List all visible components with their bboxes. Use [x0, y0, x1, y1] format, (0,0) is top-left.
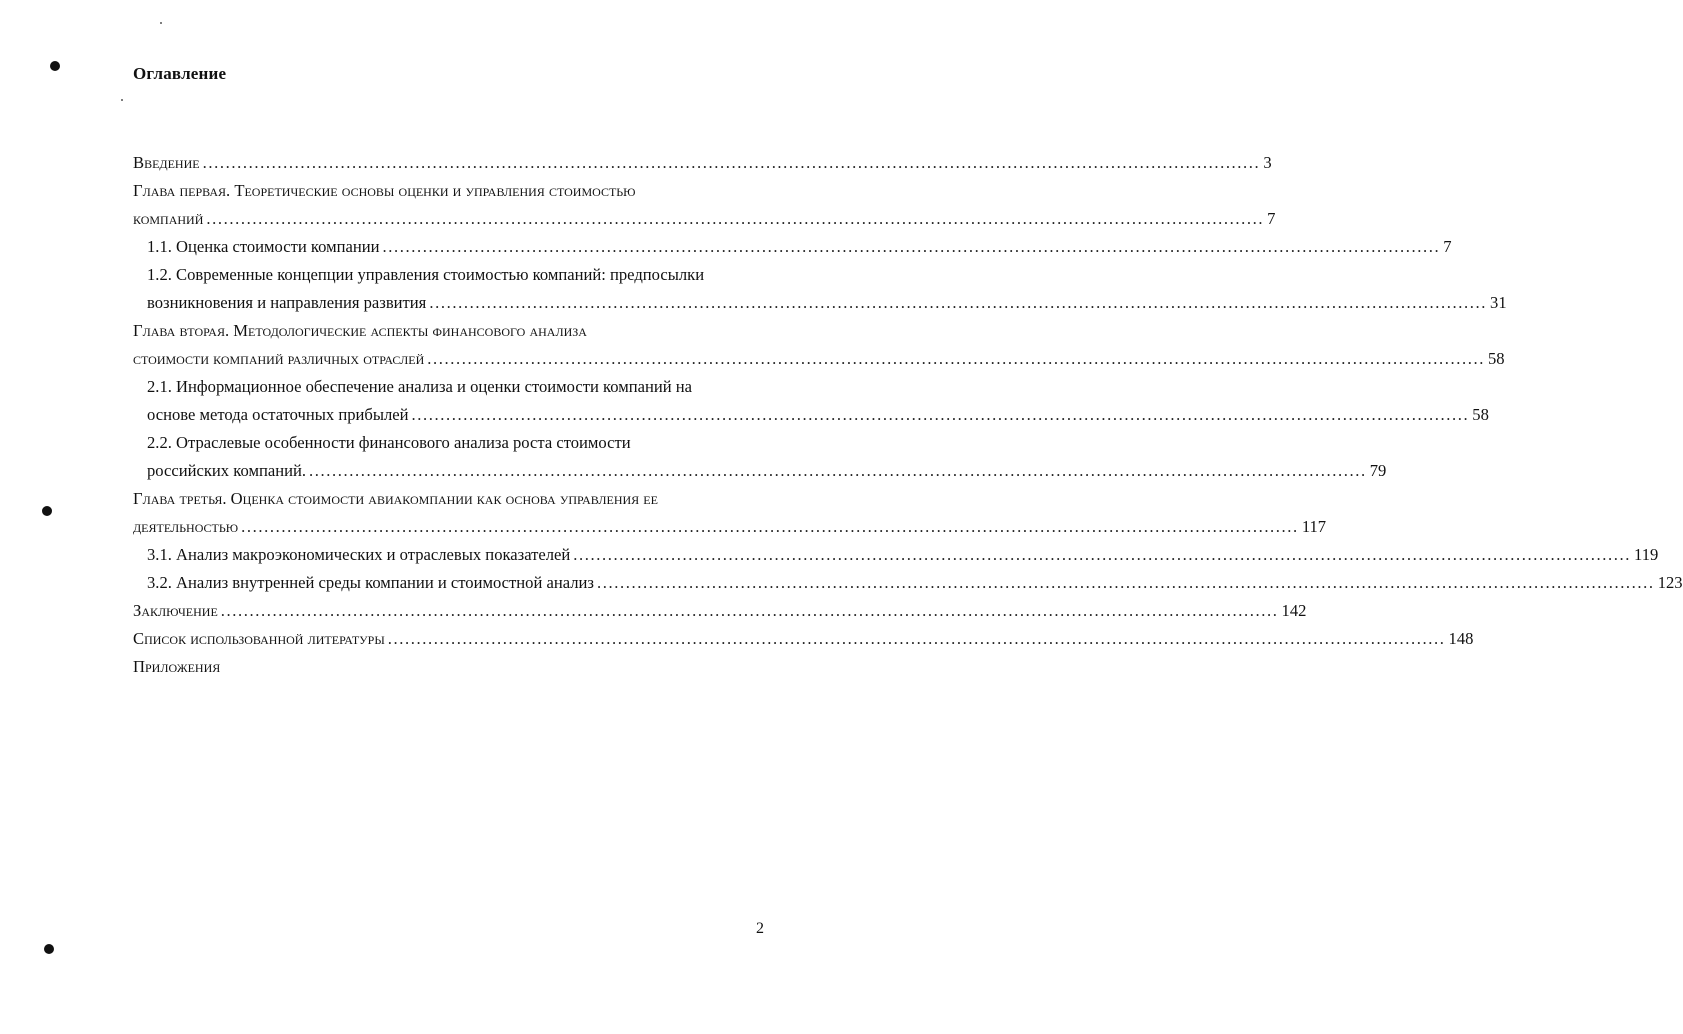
toc-entry-chapter-3[interactable] [133, 485, 1327, 541]
dot-leader: ........................................................................................................................................................................................ [429, 293, 1488, 312]
dot-leader: ........................................................................................................................................................................................ [573, 545, 1632, 564]
toc-page-number: 148 [1448, 629, 1474, 648]
dot-leader: ........................................................................................................................................................................................ [411, 405, 1470, 424]
toc-title: Оглавление [133, 64, 227, 83]
toc-entry-text: возникновения и направления развития [147, 293, 427, 312]
toc-entry-conclusion[interactable] [133, 597, 1307, 625]
binder-hole-mark [44, 944, 54, 954]
toc-page-number: 142 [1281, 601, 1307, 620]
toc-entry-section-3-1[interactable] [133, 541, 1659, 569]
binder-hole-mark [50, 61, 60, 71]
dot-leader: ........................................................................................................................................................................................ [220, 601, 1279, 620]
table-of-contents [133, 149, 1683, 681]
page-number: 2 [756, 920, 764, 937]
toc-entry-references[interactable] [133, 625, 1474, 653]
toc-entry-text: Приложения [133, 657, 221, 676]
toc-entry-section-1-2[interactable] [133, 261, 1507, 317]
toc-entry-introduction[interactable] [133, 149, 1272, 177]
toc-page-number: 58 [1472, 405, 1489, 424]
toc-page-number: 119 [1634, 545, 1659, 564]
toc-page-number: 79 [1369, 461, 1387, 480]
dot-leader: ........................................................................................................................................................................................ [382, 237, 1441, 256]
toc-entry-text: 2.2. Отраслевые особенности финансового анализа роста стоимости [147, 433, 631, 452]
toc-entry-text: компаний [133, 209, 204, 228]
toc-entry-section-3-2[interactable] [133, 569, 1683, 597]
toc-entry-text: 1.2. Современные концепции управления стоимостью компаний: предпосылки [147, 265, 705, 284]
toc-entry-text: Глава первая. Теоретические основы оценки и управления стоимостью [133, 181, 636, 200]
toc-entry-text: стоимости компаний различных отраслей [133, 349, 425, 368]
toc-entry-text: российских компаний. [147, 461, 306, 480]
toc-entry-text: Глава третья. Оценка стоимости авиакомпании как основа управления ее [133, 489, 658, 508]
toc-page-number: 117 [1301, 517, 1327, 536]
toc-entry-text: 2.1. Информационное обеспечение анализа и оценки стоимости компаний на [147, 377, 693, 396]
toc-page-number: 7 [1443, 237, 1452, 256]
dot-leader: ........................................................................................................................................................................................ [387, 629, 1446, 648]
toc-entry-text: основе метода остаточных прибылей [147, 405, 409, 424]
toc-entry-text: Глава вторая. Методологические аспекты финансового анализа [133, 321, 587, 340]
toc-entry-chapter-1[interactable] [133, 177, 1276, 233]
dot-leader: ........................................................................................................................................................................................ [596, 573, 1655, 592]
toc-page-number: 123 [1657, 573, 1683, 592]
toc-entry-text: 1.1. Оценка стоимости компании [147, 237, 380, 256]
toc-page-number: 3 [1263, 153, 1272, 172]
dot-leader: ........................................................................................................................................................................................ [309, 461, 1367, 480]
toc-entry-chapter-2[interactable] [133, 317, 1505, 373]
toc-entry-section-2-1[interactable] [133, 373, 1489, 429]
toc-entry-appendices[interactable] [133, 653, 766, 681]
toc-entry-text: Введение [133, 153, 200, 172]
toc-page-number: 7 [1267, 209, 1276, 228]
dot-leader: ........................................................................................................................................................................................ [202, 153, 1261, 172]
toc-entry-text: 3.1. Анализ макроэкономических и отраслевых показателей [147, 545, 571, 564]
dot-leader: ........................................................................................................................................................................................ [427, 349, 1485, 368]
toc-page-number: 31 [1490, 293, 1507, 312]
scan-speck [160, 22, 162, 24]
binder-hole-mark [42, 506, 52, 516]
toc-page-number: 58 [1487, 349, 1505, 368]
scan-speck [121, 99, 123, 101]
toc-entry-text: Заключение [133, 601, 218, 620]
dot-leader: ........................................................................................................................................................................................ [206, 209, 1265, 228]
toc-entry-text: 3.2. Анализ внутренней среды компании и стоимостной анализ [147, 573, 594, 592]
toc-entry-text: Список использованной литературы [133, 629, 385, 648]
toc-entry-text: деятельностью [133, 517, 239, 536]
toc-entry-section-1-1[interactable] [133, 233, 1452, 261]
toc-entry-section-2-2[interactable] [133, 429, 1387, 485]
dot-leader: ........................................................................................................................................................................................ [241, 517, 1299, 536]
